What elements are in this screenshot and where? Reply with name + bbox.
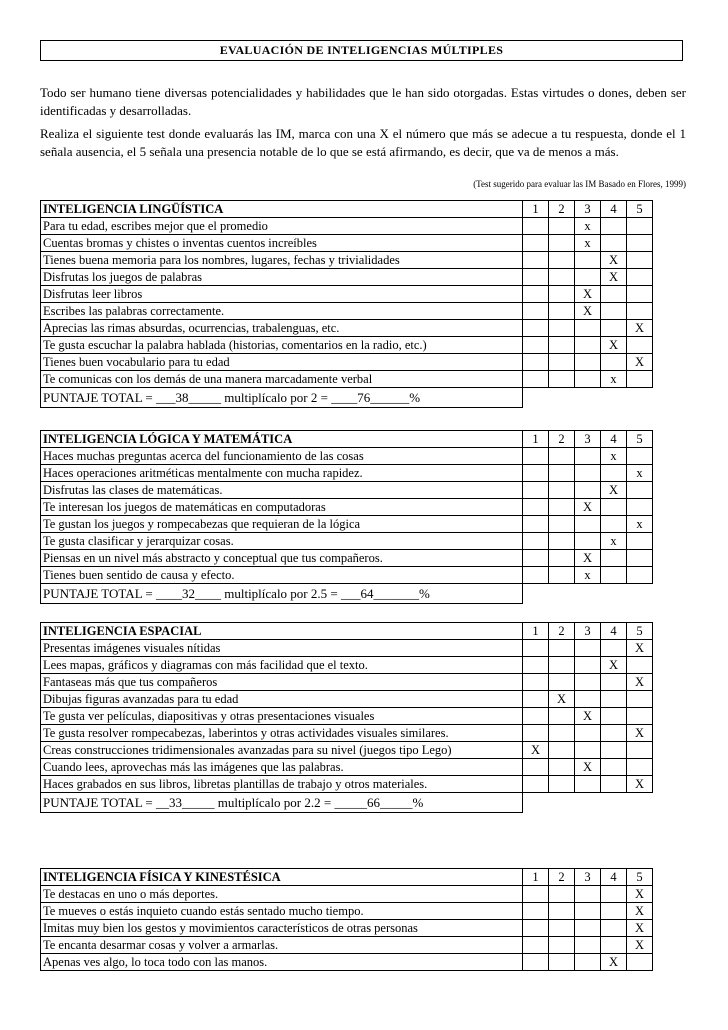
section-header-row bbox=[41, 201, 653, 218]
rating-mark[interactable]: x bbox=[601, 371, 627, 388]
rating-cell-4[interactable] bbox=[601, 674, 627, 691]
rating-cell-3[interactable] bbox=[575, 252, 601, 269]
section-heading: INTELIGENCIA ESPACIAL bbox=[41, 623, 523, 640]
rating-cell-1[interactable] bbox=[523, 954, 549, 971]
question-text: Creas construcciones tridimensionales avanzadas para su nivel (juegos tipo Lego) bbox=[41, 742, 523, 759]
rating-mark[interactable]: X bbox=[601, 337, 627, 354]
question-text: Haces grabados en sus libros, libretas plantillas de trabajo y otros materiales. bbox=[41, 776, 523, 793]
rating-cell-1[interactable] bbox=[523, 567, 549, 584]
question-row bbox=[41, 886, 653, 903]
scale-label-5: 5 bbox=[627, 431, 653, 448]
question-text: Te interesan los juegos de matemáticas en computadoras bbox=[41, 499, 523, 516]
rating-mark[interactable]: X bbox=[601, 252, 627, 269]
rating-cell-1[interactable] bbox=[523, 691, 549, 708]
rating-cell-1[interactable] bbox=[523, 371, 549, 388]
rating-mark[interactable]: X bbox=[627, 354, 653, 371]
question-row bbox=[41, 218, 653, 235]
rating-cell-1[interactable] bbox=[523, 354, 549, 371]
rating-cell-2[interactable] bbox=[549, 886, 575, 903]
rating-cell-1[interactable] bbox=[523, 550, 549, 567]
rating-cell-3[interactable] bbox=[575, 920, 601, 937]
question-row bbox=[41, 920, 653, 937]
rating-cell-1[interactable] bbox=[523, 218, 549, 235]
rating-cell-1[interactable] bbox=[523, 337, 549, 354]
rating-cell-4[interactable] bbox=[601, 937, 627, 954]
rating-cell-1[interactable] bbox=[523, 657, 549, 674]
rating-cell-2[interactable] bbox=[549, 742, 575, 759]
rating-cell-5[interactable] bbox=[627, 371, 653, 388]
rating-cell-4[interactable] bbox=[601, 640, 627, 657]
question-row bbox=[41, 533, 653, 550]
rating-mark[interactable]: X bbox=[575, 708, 601, 725]
rating-cell-5[interactable] bbox=[627, 337, 653, 354]
rating-cell-1[interactable] bbox=[523, 533, 549, 550]
question-row bbox=[41, 269, 653, 286]
rating-cell-5[interactable] bbox=[627, 742, 653, 759]
question-row bbox=[41, 465, 653, 482]
rating-cell-3[interactable] bbox=[575, 903, 601, 920]
total-row bbox=[41, 584, 653, 604]
question-text: Te mueves o estás inquieto cuando estás sentado mucho tiempo. bbox=[41, 903, 523, 920]
rating-cell-5[interactable] bbox=[627, 954, 653, 971]
section-header-row bbox=[41, 623, 653, 640]
rating-cell-1[interactable] bbox=[523, 759, 549, 776]
question-row bbox=[41, 759, 653, 776]
rating-cell-4[interactable] bbox=[601, 286, 627, 303]
question-text: Escribes las palabras correctamente. bbox=[41, 303, 523, 320]
rating-mark[interactable]: X bbox=[627, 674, 653, 691]
rating-mark[interactable]: X bbox=[575, 759, 601, 776]
question-text: Disfrutas los juegos de palabras bbox=[41, 269, 523, 286]
question-row bbox=[41, 725, 653, 742]
rating-mark[interactable]: X bbox=[601, 657, 627, 674]
rating-cell-2[interactable] bbox=[549, 269, 575, 286]
rating-cell-2[interactable] bbox=[549, 533, 575, 550]
question-row bbox=[41, 235, 653, 252]
rating-cell-4[interactable] bbox=[601, 886, 627, 903]
rating-cell-5[interactable] bbox=[627, 218, 653, 235]
question-text: Haces operaciones aritméticas mentalmente con mucha rapidez. bbox=[41, 465, 523, 482]
section-fisica-kinestesica bbox=[40, 868, 653, 971]
rating-cell-4[interactable] bbox=[601, 776, 627, 793]
rating-mark[interactable]: x bbox=[627, 465, 653, 482]
rating-cell-2[interactable] bbox=[549, 954, 575, 971]
rating-mark[interactable]: X bbox=[575, 286, 601, 303]
question-text: Piensas en un nivel más abstracto y conceptual que tus compañeros. bbox=[41, 550, 523, 567]
scale-label-5: 5 bbox=[627, 869, 653, 886]
rating-cell-2[interactable] bbox=[549, 482, 575, 499]
question-row bbox=[41, 354, 653, 371]
rating-cell-5[interactable] bbox=[627, 550, 653, 567]
rating-mark[interactable]: X bbox=[627, 320, 653, 337]
question-text: Te encanta desarmar cosas y volver a armarlas. bbox=[41, 937, 523, 954]
rating-cell-5[interactable] bbox=[627, 303, 653, 320]
question-text: Dibujas figuras avanzadas para tu edad bbox=[41, 691, 523, 708]
rating-cell-4[interactable] bbox=[601, 708, 627, 725]
rating-cell-2[interactable] bbox=[549, 235, 575, 252]
rating-cell-2[interactable] bbox=[549, 725, 575, 742]
rating-cell-2[interactable] bbox=[549, 320, 575, 337]
question-row bbox=[41, 516, 653, 533]
question-text: Fantaseas más que tus compañeros bbox=[41, 674, 523, 691]
rating-cell-5[interactable] bbox=[627, 482, 653, 499]
rating-cell-2[interactable] bbox=[549, 674, 575, 691]
rating-cell-1[interactable] bbox=[523, 920, 549, 937]
rating-cell-4[interactable] bbox=[601, 303, 627, 320]
rating-cell-2[interactable] bbox=[549, 708, 575, 725]
rating-cell-3[interactable] bbox=[575, 640, 601, 657]
rating-cell-2[interactable] bbox=[549, 776, 575, 793]
rating-cell-2[interactable] bbox=[549, 903, 575, 920]
question-row bbox=[41, 482, 653, 499]
rating-mark[interactable]: X bbox=[575, 303, 601, 320]
rating-cell-4[interactable] bbox=[601, 567, 627, 584]
rating-cell-3[interactable] bbox=[575, 354, 601, 371]
rating-cell-4[interactable] bbox=[601, 759, 627, 776]
total-filler bbox=[523, 584, 653, 604]
rating-cell-3[interactable] bbox=[575, 516, 601, 533]
rating-cell-3[interactable] bbox=[575, 657, 601, 674]
rating-cell-3[interactable] bbox=[575, 371, 601, 388]
rating-cell-1[interactable] bbox=[523, 252, 549, 269]
rating-mark[interactable]: X bbox=[627, 903, 653, 920]
question-row bbox=[41, 371, 653, 388]
rating-cell-1[interactable] bbox=[523, 674, 549, 691]
rating-cell-2[interactable] bbox=[549, 303, 575, 320]
rating-cell-2[interactable] bbox=[549, 499, 575, 516]
total-row bbox=[41, 388, 653, 408]
score-total: PUNTAJE TOTAL = __33_____ multiplícalo por 2.2 = _____66_____% bbox=[41, 793, 523, 813]
question-text: Disfrutas las clases de matemáticas. bbox=[41, 482, 523, 499]
scale-label-4: 4 bbox=[601, 201, 627, 218]
question-text: Aprecias las rimas absurdas, ocurrencias, trabalenguas, etc. bbox=[41, 320, 523, 337]
rating-mark[interactable]: X bbox=[601, 269, 627, 286]
question-text: Tienes buena memoria para los nombres, lugares, fechas y trivialidades bbox=[41, 252, 523, 269]
rating-cell-4[interactable] bbox=[601, 550, 627, 567]
rating-cell-4[interactable] bbox=[601, 320, 627, 337]
question-text: Te gusta clasificar y jerarquizar cosas. bbox=[41, 533, 523, 550]
question-text: Tienes buen vocabulario para tu edad bbox=[41, 354, 523, 371]
scale-label-2: 2 bbox=[549, 623, 575, 640]
rating-cell-3[interactable] bbox=[575, 269, 601, 286]
section-header-row bbox=[41, 869, 653, 886]
scale-label-5: 5 bbox=[627, 623, 653, 640]
question-row bbox=[41, 742, 653, 759]
question-text: Lees mapas, gráficos y diagramas con más facilidad que el texto. bbox=[41, 657, 523, 674]
rating-cell-5[interactable] bbox=[627, 533, 653, 550]
rating-cell-5[interactable] bbox=[627, 691, 653, 708]
rating-mark[interactable]: X bbox=[575, 499, 601, 516]
rating-cell-4[interactable] bbox=[601, 235, 627, 252]
rating-cell-2[interactable] bbox=[549, 550, 575, 567]
scale-label-5: 5 bbox=[627, 201, 653, 218]
rating-cell-3[interactable] bbox=[575, 482, 601, 499]
rating-cell-2[interactable] bbox=[549, 640, 575, 657]
rating-cell-1[interactable] bbox=[523, 482, 549, 499]
rating-cell-5[interactable] bbox=[627, 499, 653, 516]
question-text: Te gusta ver películas, diapositivas y otras presentaciones visuales bbox=[41, 708, 523, 725]
rating-cell-2[interactable] bbox=[549, 657, 575, 674]
rating-cell-3[interactable] bbox=[575, 954, 601, 971]
rating-cell-5[interactable] bbox=[627, 657, 653, 674]
question-row bbox=[41, 937, 653, 954]
rating-cell-1[interactable] bbox=[523, 320, 549, 337]
section-heading: INTELIGENCIA LÓGICA Y MATEMÁTICA bbox=[41, 431, 523, 448]
rating-cell-2[interactable] bbox=[549, 371, 575, 388]
rating-cell-3[interactable] bbox=[575, 448, 601, 465]
rating-cell-5[interactable] bbox=[627, 286, 653, 303]
rating-mark[interactable]: X bbox=[575, 550, 601, 567]
rating-cell-2[interactable] bbox=[549, 937, 575, 954]
rating-cell-2[interactable] bbox=[549, 759, 575, 776]
rating-cell-3[interactable] bbox=[575, 674, 601, 691]
rating-mark[interactable]: X bbox=[549, 691, 575, 708]
section-linguistica bbox=[40, 200, 653, 408]
rating-cell-1[interactable] bbox=[523, 235, 549, 252]
scale-label-1: 1 bbox=[523, 201, 549, 218]
scale-label-1: 1 bbox=[523, 623, 549, 640]
question-row bbox=[41, 708, 653, 725]
scale-label-3: 3 bbox=[575, 431, 601, 448]
question-text: Cuando lees, aprovechas más las imágenes que las palabras. bbox=[41, 759, 523, 776]
section-heading: INTELIGENCIA FÍSICA Y KINESTÉSICA bbox=[41, 869, 523, 886]
scale-label-4: 4 bbox=[601, 869, 627, 886]
rating-mark[interactable]: X bbox=[627, 725, 653, 742]
rating-mark[interactable]: x bbox=[601, 533, 627, 550]
scale-label-4: 4 bbox=[601, 431, 627, 448]
section-espacial bbox=[40, 622, 653, 813]
question-text: Imitas muy bien los gestos y movimientos característicos de otras personas bbox=[41, 920, 523, 937]
rating-cell-2[interactable] bbox=[549, 354, 575, 371]
rating-mark[interactable]: X bbox=[601, 482, 627, 499]
question-text: Te comunicas con los demás de una manera marcadamente verbal bbox=[41, 371, 523, 388]
rating-cell-4[interactable] bbox=[601, 742, 627, 759]
rating-cell-1[interactable] bbox=[523, 886, 549, 903]
rating-cell-5[interactable] bbox=[627, 269, 653, 286]
rating-cell-3[interactable] bbox=[575, 886, 601, 903]
total-filler bbox=[523, 388, 653, 408]
question-text: Te gusta escuchar la palabra hablada (historias, comentarios en la radio, etc.) bbox=[41, 337, 523, 354]
question-row bbox=[41, 448, 653, 465]
scale-label-4: 4 bbox=[601, 623, 627, 640]
question-text: Disfrutas leer libros bbox=[41, 286, 523, 303]
question-row bbox=[41, 303, 653, 320]
scale-label-2: 2 bbox=[549, 431, 575, 448]
rating-cell-2[interactable] bbox=[549, 286, 575, 303]
rating-cell-1[interactable] bbox=[523, 465, 549, 482]
rating-cell-2[interactable] bbox=[549, 337, 575, 354]
question-row bbox=[41, 640, 653, 657]
scale-label-2: 2 bbox=[549, 869, 575, 886]
rating-cell-5[interactable] bbox=[627, 235, 653, 252]
rating-cell-2[interactable] bbox=[549, 516, 575, 533]
score-total: PUNTAJE TOTAL = ___38_____ multiplícalo por 2 = ____76______% bbox=[41, 388, 523, 408]
rating-cell-3[interactable] bbox=[575, 691, 601, 708]
question-row bbox=[41, 903, 653, 920]
rating-cell-3[interactable] bbox=[575, 937, 601, 954]
rating-cell-3[interactable] bbox=[575, 465, 601, 482]
rating-cell-1[interactable] bbox=[523, 286, 549, 303]
rating-cell-3[interactable] bbox=[575, 337, 601, 354]
question-text: Presentas imágenes visuales nítidas bbox=[41, 640, 523, 657]
rating-mark[interactable]: X bbox=[627, 886, 653, 903]
rating-cell-1[interactable] bbox=[523, 516, 549, 533]
question-text: Tienes buen sentido de causa y efecto. bbox=[41, 567, 523, 584]
rating-mark[interactable]: X bbox=[523, 742, 549, 759]
question-text: Para tu edad, escribes mejor que el promedio bbox=[41, 218, 523, 235]
rating-mark[interactable]: x bbox=[575, 218, 601, 235]
rating-cell-1[interactable] bbox=[523, 708, 549, 725]
section-heading: INTELIGENCIA LINGÜÍSTICA bbox=[41, 201, 523, 218]
rating-mark[interactable]: x bbox=[627, 516, 653, 533]
rating-cell-2[interactable] bbox=[549, 920, 575, 937]
question-row bbox=[41, 252, 653, 269]
question-text: Apenas ves algo, lo toca todo con las manos. bbox=[41, 954, 523, 971]
rating-cell-3[interactable] bbox=[575, 776, 601, 793]
rating-cell-4[interactable] bbox=[601, 516, 627, 533]
rating-cell-5[interactable] bbox=[627, 708, 653, 725]
rating-cell-1[interactable] bbox=[523, 776, 549, 793]
question-row bbox=[41, 657, 653, 674]
rating-mark[interactable]: x bbox=[575, 235, 601, 252]
scale-label-3: 3 bbox=[575, 869, 601, 886]
rating-cell-4[interactable] bbox=[601, 499, 627, 516]
question-text: Te gusta resolver rompecabezas, laberintos y otras actividades visuales similares. bbox=[41, 725, 523, 742]
rating-mark[interactable]: x bbox=[575, 567, 601, 584]
section-header-row bbox=[41, 431, 653, 448]
question-text: Cuentas bromas y chistes o inventas cuentos increíbles bbox=[41, 235, 523, 252]
rating-mark[interactable]: X bbox=[627, 640, 653, 657]
rating-cell-4[interactable] bbox=[601, 465, 627, 482]
question-text: Te gustan los juegos y rompecabezas que requieran de la lógica bbox=[41, 516, 523, 533]
intro-paragraph-1: Todo ser humano tiene diversas potencialidades y habilidades que le han sido otorgadas. Estas virtudes o dones, deben ser identificadas y desarrolladas. bbox=[40, 85, 686, 118]
rating-cell-1[interactable] bbox=[523, 448, 549, 465]
scale-label-1: 1 bbox=[523, 869, 549, 886]
scale-label-3: 3 bbox=[575, 623, 601, 640]
rating-cell-1[interactable] bbox=[523, 640, 549, 657]
question-row bbox=[41, 691, 653, 708]
page-title: EVALUACIÓN DE INTELIGENCIAS MÚLTIPLES bbox=[40, 40, 683, 61]
rating-mark[interactable]: X bbox=[601, 954, 627, 971]
question-row bbox=[41, 674, 653, 691]
rating-cell-1[interactable] bbox=[523, 903, 549, 920]
score-total: PUNTAJE TOTAL = ____32____ multiplícalo por 2.5 = ___64_______% bbox=[41, 584, 523, 604]
total-filler bbox=[523, 793, 653, 813]
rating-cell-4[interactable] bbox=[601, 691, 627, 708]
rating-cell-2[interactable] bbox=[549, 252, 575, 269]
rating-cell-3[interactable] bbox=[575, 742, 601, 759]
total-row bbox=[41, 793, 653, 813]
rating-cell-5[interactable] bbox=[627, 759, 653, 776]
rating-mark[interactable]: X bbox=[627, 776, 653, 793]
rating-cell-1[interactable] bbox=[523, 725, 549, 742]
rating-cell-4[interactable] bbox=[601, 218, 627, 235]
rating-cell-1[interactable] bbox=[523, 937, 549, 954]
question-row bbox=[41, 954, 653, 971]
rating-cell-5[interactable] bbox=[627, 448, 653, 465]
question-text: Te destacas en uno o más deportes. bbox=[41, 886, 523, 903]
rating-cell-3[interactable] bbox=[575, 533, 601, 550]
scale-label-3: 3 bbox=[575, 201, 601, 218]
rating-mark[interactable]: X bbox=[627, 937, 653, 954]
rating-cell-5[interactable] bbox=[627, 252, 653, 269]
rating-cell-2[interactable] bbox=[549, 567, 575, 584]
rating-mark[interactable]: x bbox=[601, 448, 627, 465]
rating-cell-1[interactable] bbox=[523, 269, 549, 286]
scale-label-1: 1 bbox=[523, 431, 549, 448]
rating-cell-2[interactable] bbox=[549, 465, 575, 482]
question-row bbox=[41, 567, 653, 584]
rating-cell-2[interactable] bbox=[549, 448, 575, 465]
intro-paragraph-2: Realiza el siguiente test donde evaluarás las IM, marca con una X el número que más se adecue a tu respuesta, donde el 1 señala ausencia, el 5 señala una presencia notable de lo que se está afirmando, es decir, que va de menos a más. bbox=[40, 126, 686, 159]
question-text: Haces muchas preguntas acerca del funcionamiento de las cosas bbox=[41, 448, 523, 465]
rating-cell-3[interactable] bbox=[575, 725, 601, 742]
question-row bbox=[41, 286, 653, 303]
rating-cell-3[interactable] bbox=[575, 320, 601, 337]
section-logica-matematica bbox=[40, 430, 653, 604]
question-row bbox=[41, 499, 653, 516]
rating-cell-4[interactable] bbox=[601, 354, 627, 371]
question-row bbox=[41, 550, 653, 567]
rating-cell-5[interactable] bbox=[627, 567, 653, 584]
question-row bbox=[41, 337, 653, 354]
question-row bbox=[41, 776, 653, 793]
question-row bbox=[41, 320, 653, 337]
rating-mark[interactable]: X bbox=[627, 920, 653, 937]
rating-cell-4[interactable] bbox=[601, 903, 627, 920]
rating-cell-1[interactable] bbox=[523, 499, 549, 516]
rating-cell-4[interactable] bbox=[601, 920, 627, 937]
scale-label-2: 2 bbox=[549, 201, 575, 218]
rating-cell-4[interactable] bbox=[601, 725, 627, 742]
source-note: (Test sugerido para evaluar las IM Basado en Flores, 1999) bbox=[473, 179, 686, 189]
rating-cell-2[interactable] bbox=[549, 218, 575, 235]
rating-cell-1[interactable] bbox=[523, 303, 549, 320]
